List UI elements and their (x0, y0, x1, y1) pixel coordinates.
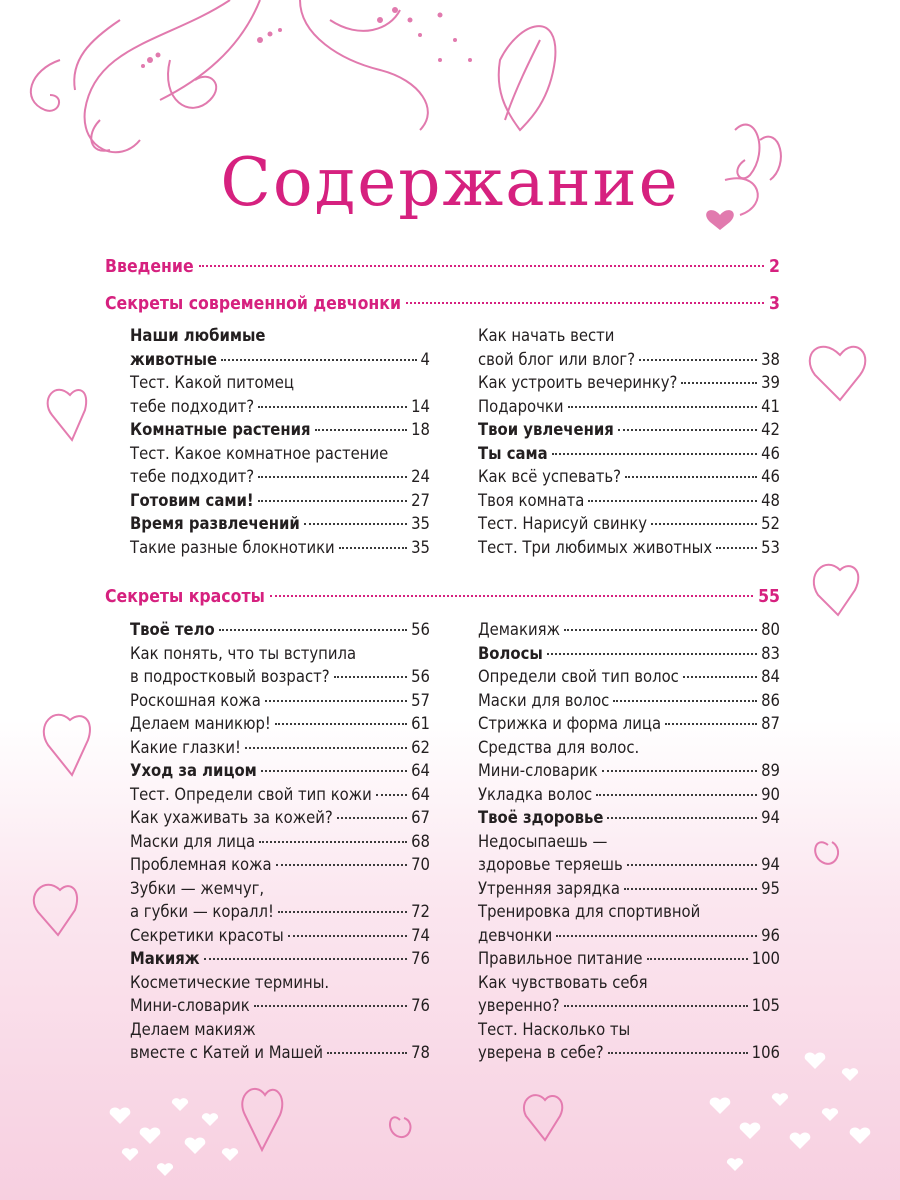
entry-page: 56 (411, 667, 430, 686)
entry-page: 90 (761, 784, 780, 804)
toc-entry[interactable] (478, 373, 780, 393)
dot-leader (376, 794, 407, 796)
entry-title: Твоё тело (130, 620, 215, 639)
entry-title: Такие разные блокнотики (130, 537, 335, 557)
dot-leader (315, 429, 408, 431)
entry-page: 41 (761, 396, 780, 416)
entry-page: 64 (411, 761, 430, 780)
toc-entry[interactable] (478, 808, 780, 828)
entry-title: Комнатные растения (130, 420, 311, 439)
toc-entry[interactable] (130, 949, 430, 969)
toc-entry[interactable] (478, 538, 780, 558)
entry-title: Твоё здоровье (478, 808, 604, 827)
entry-line: Недосыпаешь — (478, 831, 608, 851)
dot-leader (327, 1052, 407, 1054)
dot-leader (647, 958, 748, 960)
toc-entry[interactable] (478, 644, 780, 664)
toc-entry[interactable] (130, 620, 430, 640)
entry-title: Твоя комната (478, 490, 585, 510)
entry-page: 62 (411, 737, 430, 757)
toc-entry[interactable] (130, 926, 430, 946)
dot-leader (602, 770, 757, 772)
dot-leader (552, 453, 757, 455)
dot-leader (716, 547, 757, 549)
entry-title: Уход за лицом (130, 761, 257, 780)
entry-page: 83 (761, 643, 780, 663)
dot-leader (258, 500, 407, 502)
toc-entry[interactable] (478, 491, 780, 511)
dot-leader (265, 700, 407, 702)
entry-title: свой блог или влог? (478, 349, 636, 369)
toc-entry[interactable] (130, 855, 430, 875)
dot-leader (564, 1005, 748, 1007)
section-title: Секреты современной девчонки (105, 294, 401, 314)
entry-title: Время развлечений (130, 514, 300, 533)
toc-entry[interactable] (130, 996, 430, 1016)
entry-line: Как чувствовать себя (478, 972, 648, 992)
dot-leader (608, 1052, 748, 1054)
entry-title: Тест. Три любимых животных (478, 537, 713, 557)
dot-leader (651, 523, 757, 525)
section-heading[interactable] (105, 256, 780, 278)
entry-title: Определи свой тип волос (478, 667, 679, 686)
entry-title: тебе подходит? (130, 396, 255, 416)
dot-leader (665, 723, 757, 725)
dot-leader (683, 676, 757, 678)
entry-title: Проблемная кожа (130, 855, 272, 874)
dot-leader (588, 500, 757, 502)
entry-page: 24 (411, 467, 430, 486)
dot-leader (275, 723, 407, 725)
page-title: Содержание (220, 144, 680, 221)
entry-page: 76 (411, 949, 430, 968)
entry-page: 56 (411, 620, 430, 639)
entry-title: в подростковый возраст? (130, 667, 330, 686)
toc-entry[interactable] (130, 785, 430, 805)
toc-entry[interactable] (478, 397, 780, 417)
dot-leader (219, 629, 407, 631)
toc-entry[interactable] (478, 1043, 780, 1063)
toc-entry[interactable] (130, 738, 430, 758)
toc-entry[interactable] (478, 667, 780, 687)
entry-title: Правильное питание (478, 949, 643, 968)
toc-entry[interactable] (478, 691, 780, 711)
entry-page: 105 (751, 996, 780, 1015)
entry-page: 46 (761, 467, 780, 486)
dot-leader (261, 770, 407, 772)
toc-entry[interactable] (130, 667, 430, 687)
dot-leader (625, 476, 757, 478)
entry-page: 87 (761, 714, 780, 733)
entry-line: Тест. Какой питомец (130, 373, 294, 392)
entry-title: Ты сама (478, 443, 548, 463)
dot-leader (276, 864, 407, 866)
toc-entry[interactable] (478, 620, 780, 640)
entry-title: Тест. Нарисуй свинку (478, 514, 648, 533)
entry-line: Тест. Насколько ты (478, 1019, 631, 1039)
entry-page: 106 (751, 1043, 780, 1062)
dot-leader (618, 429, 757, 431)
entry-page: 84 (761, 667, 780, 686)
toc-entry[interactable] (130, 420, 430, 440)
entry-title: Роскошная кожа (130, 690, 261, 710)
entry-page: 68 (411, 831, 430, 851)
toc-entry[interactable] (130, 397, 430, 417)
dot-leader (624, 888, 757, 890)
toc-entry[interactable] (130, 691, 430, 711)
entry-title: Волосы (478, 643, 543, 663)
entry-title: Секретики красоты (130, 925, 284, 945)
entry-page: 27 (411, 490, 430, 510)
toc-entry[interactable] (478, 761, 780, 781)
section-page: 2 (769, 257, 780, 277)
toc-entry[interactable] (130, 714, 430, 734)
entry-page: 80 (761, 620, 780, 639)
dot-leader (258, 476, 407, 478)
section-page: 55 (758, 587, 780, 607)
entry-page: 94 (761, 855, 780, 874)
entry-page: 95 (761, 878, 780, 898)
entry-title: Демакияж (478, 620, 560, 639)
entry-page: 48 (761, 490, 780, 510)
entry-page: 61 (411, 714, 430, 733)
toc-entry[interactable] (478, 879, 780, 899)
dot-leader (304, 523, 407, 525)
entry-page: 67 (411, 808, 430, 827)
dot-leader (199, 265, 764, 267)
dot-leader (613, 700, 757, 702)
entry-title: Стрижка и форма лица (478, 714, 662, 733)
entry-page: 35 (411, 514, 430, 533)
dot-leader (564, 629, 757, 631)
dot-leader (204, 958, 408, 960)
entry-title: Утренняя зарядка (478, 878, 620, 898)
dot-leader (556, 935, 757, 937)
entry-line: Наши любимые (130, 326, 266, 345)
toc-entry[interactable] (478, 467, 780, 487)
toc-entry[interactable] (130, 832, 430, 852)
entry-title: Как ухаживать за кожей? (130, 808, 333, 827)
entry-page: 96 (761, 925, 780, 945)
dot-leader (259, 841, 407, 843)
section-heading[interactable] (105, 293, 780, 315)
toc-entry[interactable] (130, 761, 430, 781)
entry-title: вместе с Катей и Машей (130, 1043, 324, 1062)
section-title: Секреты красоты (105, 587, 265, 607)
toc-entry[interactable] (130, 514, 430, 534)
entry-page: 74 (411, 925, 430, 945)
dot-leader (337, 817, 407, 819)
toc-entry[interactable] (130, 491, 430, 511)
dot-leader (596, 794, 757, 796)
entry-line: Зубки — жемчуг, (130, 878, 265, 898)
entry-page: 39 (761, 373, 780, 392)
toc-entry[interactable] (478, 855, 780, 875)
dot-leader (568, 406, 758, 408)
entry-title: Мини-словарик (478, 761, 598, 780)
entry-page: 53 (761, 537, 780, 557)
dot-leader (254, 1005, 407, 1007)
entry-title: Маски для лица (130, 831, 256, 851)
entry-title: уверена в себе? (478, 1043, 604, 1062)
entry-page: 57 (411, 690, 430, 710)
entry-title: а губки — коралл! (130, 902, 274, 921)
entry-page: 78 (411, 1043, 430, 1062)
entry-title: здоровье теряешь (478, 855, 623, 874)
entry-page: 70 (411, 855, 430, 874)
toc-entry[interactable] (478, 785, 780, 805)
entry-title: уверенно? (478, 996, 560, 1015)
dot-leader (681, 382, 757, 384)
entry-line: Делаем макияж (130, 1019, 256, 1039)
entry-title: Делаем маникюр! (130, 714, 271, 733)
entry-page: 14 (411, 396, 430, 416)
toc-entry[interactable] (130, 467, 430, 487)
toc-entry[interactable] (130, 1043, 430, 1063)
dot-leader (288, 935, 407, 937)
entry-page: 42 (761, 420, 780, 439)
entry-title: девчонки (478, 925, 553, 945)
entry-title: Мини-словарик (130, 996, 250, 1015)
entry-line: Косметические термины. (130, 972, 330, 992)
toc-entry[interactable] (478, 514, 780, 534)
entry-page: 86 (761, 690, 780, 710)
dot-leader (221, 359, 416, 361)
toc-entry[interactable] (478, 444, 780, 464)
dot-leader (639, 359, 757, 361)
entry-page: 100 (751, 949, 780, 968)
entry-title: Укладка волос (478, 784, 593, 804)
toc-entry[interactable] (478, 926, 780, 946)
toc-entry[interactable] (478, 949, 780, 969)
entry-page: 76 (411, 996, 430, 1015)
dot-leader (258, 406, 407, 408)
dot-leader (339, 547, 407, 549)
entry-page: 18 (411, 420, 430, 439)
dot-leader (270, 595, 753, 597)
toc-entry[interactable] (130, 350, 430, 370)
entry-page: 46 (761, 443, 780, 463)
section-title: Введение (105, 257, 194, 277)
toc-entry[interactable] (478, 996, 780, 1016)
toc-entry[interactable] (478, 714, 780, 734)
toc-entry[interactable] (478, 350, 780, 370)
section-heading[interactable] (105, 586, 780, 608)
entry-page: 89 (761, 761, 780, 780)
entry-title: Твои увлечения (478, 420, 614, 439)
dot-leader (547, 653, 757, 655)
entry-title: животные (130, 349, 218, 369)
entry-title: Как всё успевать? (478, 467, 621, 486)
toc-entry[interactable] (130, 808, 430, 828)
dot-leader (406, 302, 764, 304)
section-page: 3 (769, 294, 780, 314)
dot-leader (245, 747, 407, 749)
entry-title: Какие глазки! (130, 737, 241, 757)
toc-entry[interactable] (478, 420, 780, 440)
dot-leader (607, 817, 757, 819)
dot-leader (627, 864, 757, 866)
entry-title: Подарочки (478, 396, 564, 416)
entry-page: 4 (420, 349, 430, 369)
entry-line: Средства для волос. (478, 737, 640, 757)
entry-title: Как устроить вечеринку? (478, 373, 678, 392)
entry-page: 72 (411, 902, 430, 921)
entry-title: Макияж (130, 949, 200, 968)
entry-title: Готовим сами! (130, 490, 254, 510)
toc-entry[interactable] (130, 538, 430, 558)
entry-line: Тренировка для спортивной (478, 902, 701, 921)
entry-title: Маски для волос (478, 690, 610, 710)
entry-title: Тест. Определи свой тип кожи (130, 784, 372, 804)
entry-line: Как начать вести (478, 326, 615, 345)
entry-page: 94 (761, 808, 780, 827)
entry-page: 52 (761, 514, 780, 533)
entry-title: тебе подходит? (130, 467, 255, 486)
entry-page: 64 (411, 784, 430, 804)
toc-entry[interactable] (130, 902, 430, 922)
entry-line: Как понять, что ты вступила (130, 643, 357, 663)
entry-page: 35 (411, 537, 430, 557)
dot-leader (278, 911, 407, 913)
dot-leader (334, 676, 407, 678)
entry-page: 38 (761, 349, 780, 369)
entry-line: Тест. Какое комнатное растение (130, 443, 389, 463)
